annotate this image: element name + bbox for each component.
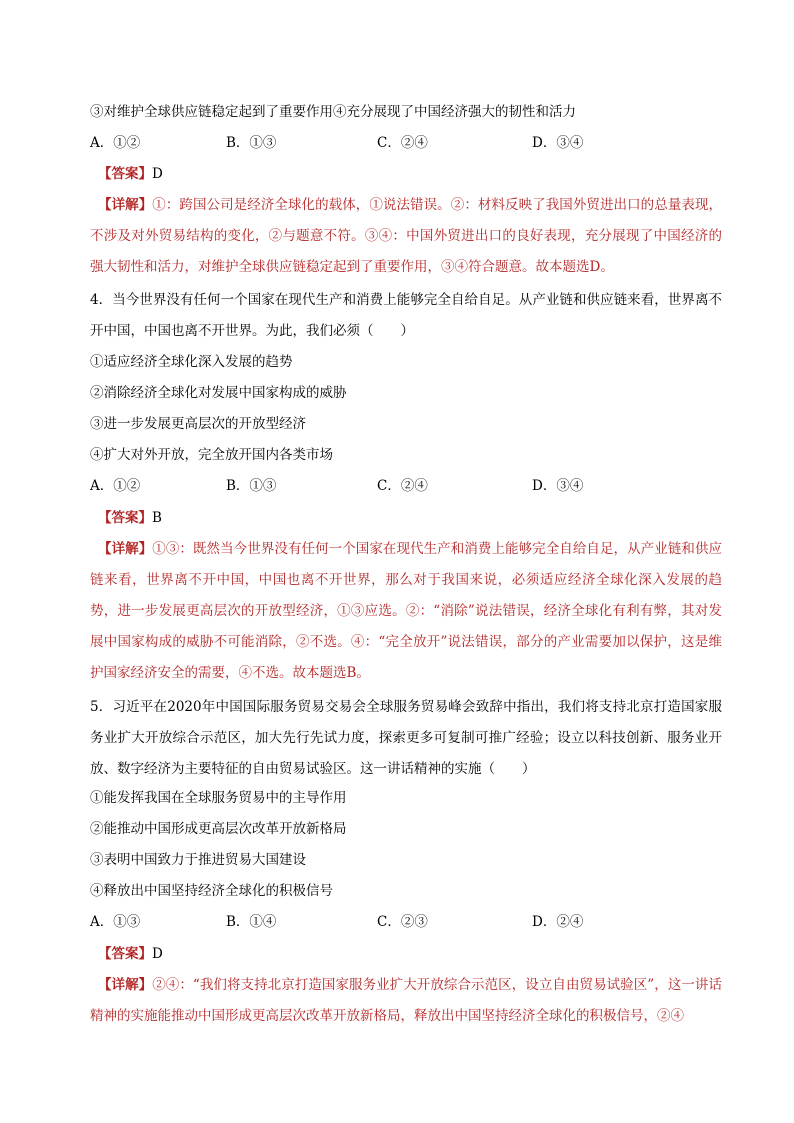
answer-value: D bbox=[152, 946, 163, 962]
q5-option-b: B．①④ bbox=[226, 914, 277, 930]
q3-option-c: C．②④ bbox=[377, 135, 428, 151]
q4-statement-1: ①适应经济全球化深入发展的趋势 bbox=[90, 354, 293, 370]
q4-option-d: D．③④ bbox=[532, 478, 584, 494]
q4-statement-4: ④扩大对外开放，完全放开国内各类市场 bbox=[90, 447, 333, 463]
q5-stem: 5．习近平在2020年中国国际服务贸易交易会全球服务贸易峰会致辞中指出，我们将支持北京打造国家服务业扩大开放综合示范区，加大先行先试力度，探索更多可复制可推广经验；设立以科技创新、服务业开放、数字经济为主要特征的自由贸易试验区。这一讲话精神的实施（ ） bbox=[90, 699, 722, 777]
q5-option-d: D．②④ bbox=[532, 914, 584, 930]
q5-statement-3: ③表明中国致力于推进贸易大国建设 bbox=[90, 852, 306, 868]
detail-tag: 【详解】 bbox=[98, 197, 153, 213]
q3-option-a: A．①② bbox=[90, 135, 141, 151]
q3-option-d: D．③④ bbox=[532, 135, 584, 151]
q4-answer bbox=[98, 508, 162, 528]
q4-stem: 4．当今世界没有任何一个国家在现代生产和消费上能够完全自给自足。从产业链和供应链来看，世界离不开中国，中国也离不开世界。为此，我们必须（ ） bbox=[90, 292, 722, 339]
q5-statement-1: ①能发挥我国在全球服务贸易中的主导作用 bbox=[90, 790, 347, 806]
q4-detail bbox=[90, 534, 722, 689]
q4-option-c: C．②④ bbox=[377, 478, 428, 494]
detail-text: ②④：“我们将支持北京打造国家服务业扩大开放综合示范区，设立自由贸易试验区”，这一讲话精神的实施能推动中国形成更高层次改革开放新格局，释放出中国坚持经济全球化的积极信号，②④ bbox=[90, 977, 722, 1024]
q5-option-a: A．①③ bbox=[90, 914, 141, 930]
q4-statement-3: ③进一步发展更高层次的开放型经济 bbox=[90, 416, 306, 432]
q5-statement-2: ②能推动中国形成更高层次改革开放新格局 bbox=[90, 821, 347, 837]
answer-tag: 【答案】 bbox=[98, 946, 152, 962]
q3-option-b: B．①③ bbox=[226, 135, 277, 151]
q5-answer bbox=[98, 944, 163, 964]
q5-option-c: C．②③ bbox=[377, 914, 428, 930]
q3-answer bbox=[98, 164, 163, 184]
q4-option-a: A．①② bbox=[90, 478, 141, 494]
q4-statement-2: ②消除经济全球化对发展中国家构成的威胁 bbox=[90, 385, 347, 401]
q3-detail bbox=[90, 190, 722, 283]
q4-option-b: B．①③ bbox=[226, 478, 277, 494]
q5-detail bbox=[90, 970, 722, 1032]
detail-text: ①③：既然当今世界没有任何一个国家在现代生产和消费上能够完全自给自足，从产业链和供应链来看，世界离不开中国，中国也离不开世界，那么对于我国来说，必须适应经济全球化深入发展的趋势，进一步发展更高层次的开放型经济，①③应选。②：“消除”说法错误，经济全球化有利有弊，其对发展中国家构成的威胁不可能消除，②不选。④：“完全放开”说法错误，部分的产业需要加以保护，这是维护国家经济安全的需要，④不选。故本题选B。 bbox=[90, 541, 723, 681]
answer-tag: 【答案】 bbox=[98, 166, 152, 182]
answer-tag: 【答案】 bbox=[98, 510, 152, 526]
detail-text: ①：跨国公司是经济全球化的载体，①说法错误。②：材料反映了我国外贸进出口的总量表现，不涉及对外贸易结构的变化，②与题意不符。③④：中国外贸进出口的良好表现，充分展现了中国经济的强大韧性和活力，对维护全球供应链稳定起到了重要作用，③④符合题意。故本题选D。 bbox=[90, 197, 723, 275]
answer-value: B bbox=[152, 510, 162, 526]
answer-value: D bbox=[152, 166, 163, 182]
q5-statement-4: ④释放出中国坚持经济全球化的积极信号 bbox=[90, 883, 333, 899]
detail-tag: 【详解】 bbox=[98, 541, 153, 557]
detail-tag: 【详解】 bbox=[98, 977, 153, 993]
q3-statements-3-4: ③对维护全球供应链稳定起到了重要作用④充分展现了中国经济强大的韧性和活力 bbox=[90, 104, 576, 120]
